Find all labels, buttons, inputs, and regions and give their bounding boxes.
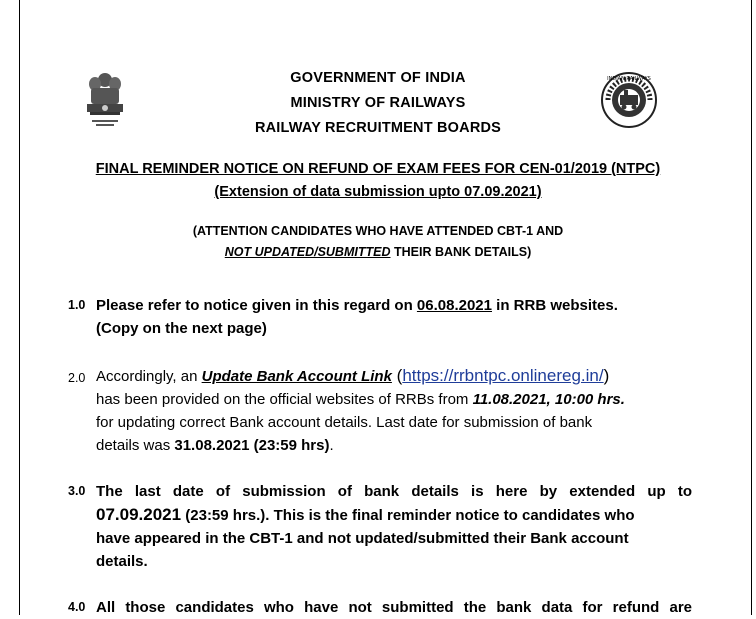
header-line-2: MINISTRY OF RAILWAYS <box>290 95 466 111</box>
paragraph-4: 4.0 All those candidates who have not submitted the bank data for refund are <box>68 596 692 619</box>
last-date: 31.08.2021 (23:59 hrs) <box>174 437 330 454</box>
reference-date: 06.08.2021 <box>416 297 492 314</box>
update-bank-account-link[interactable]: Update Bank Account Link <box>201 368 392 385</box>
paragraph-2: 2.0 Accordingly, an Update Bank Account Link (https://rrbntpc.onlinereg.in/) has been provided on the official websites of RRBs from 11.08.2021, 10:00 hrs. for updating correct Bank account details. Last date for submission of bank details was 31.08.2021 (23:59 hrs). <box>68 366 625 454</box>
extended-date: 07.09.2021 <box>96 505 182 524</box>
notice-subtitle: (Extension of data submission upto 07.09.2021) <box>214 184 542 200</box>
attention-line-2: NOT UPDATED/SUBMITTED THEIR BANK DETAILS) <box>224 245 532 259</box>
start-datetime: 11.08.2021, 10:00 hrs. <box>472 391 625 408</box>
attention-emphasis: NOT UPDATED/SUBMITTED <box>224 245 391 259</box>
header-line-3: RAILWAY RECRUITMENT BOARDS <box>254 120 502 136</box>
header-line-1: GOVERNMENT OF INDIA <box>290 70 466 86</box>
attention-line-1: (ATTENTION CANDIDATES WHO HAVE ATTENDED CBT-1 AND <box>192 224 564 238</box>
page-border-left <box>19 0 20 615</box>
registration-url-link[interactable]: https://rrbntpc.onlinereg.in/ <box>402 366 604 385</box>
logo-text: INDIAN RAILWAYS <box>607 76 651 82</box>
paragraph-number: 2.0 <box>68 371 86 385</box>
notice-title: FINAL REMINDER NOTICE ON REFUND OF EXAM FEES FOR CEN-01/2019 (NTPC) <box>95 161 661 177</box>
paragraph-number: 3.0 <box>68 484 86 498</box>
paragraph-1: 1.0 Please refer to notice given in this regard on 06.08.2021 in RRB websites. (Copy on the next page) <box>68 294 692 340</box>
paragraph-3: 3.0 The last date of submission of bank details is here by extended up to 07.09.2021 (23:59 hrs.). This is the final reminder notice to candidates who have appeared in the CBT-1 and not updated/submitted their Bank account details. <box>68 480 692 573</box>
paragraph-number: 4.0 <box>68 600 86 614</box>
paragraph-number: 1.0 <box>68 298 86 312</box>
page-border-right <box>751 0 752 615</box>
